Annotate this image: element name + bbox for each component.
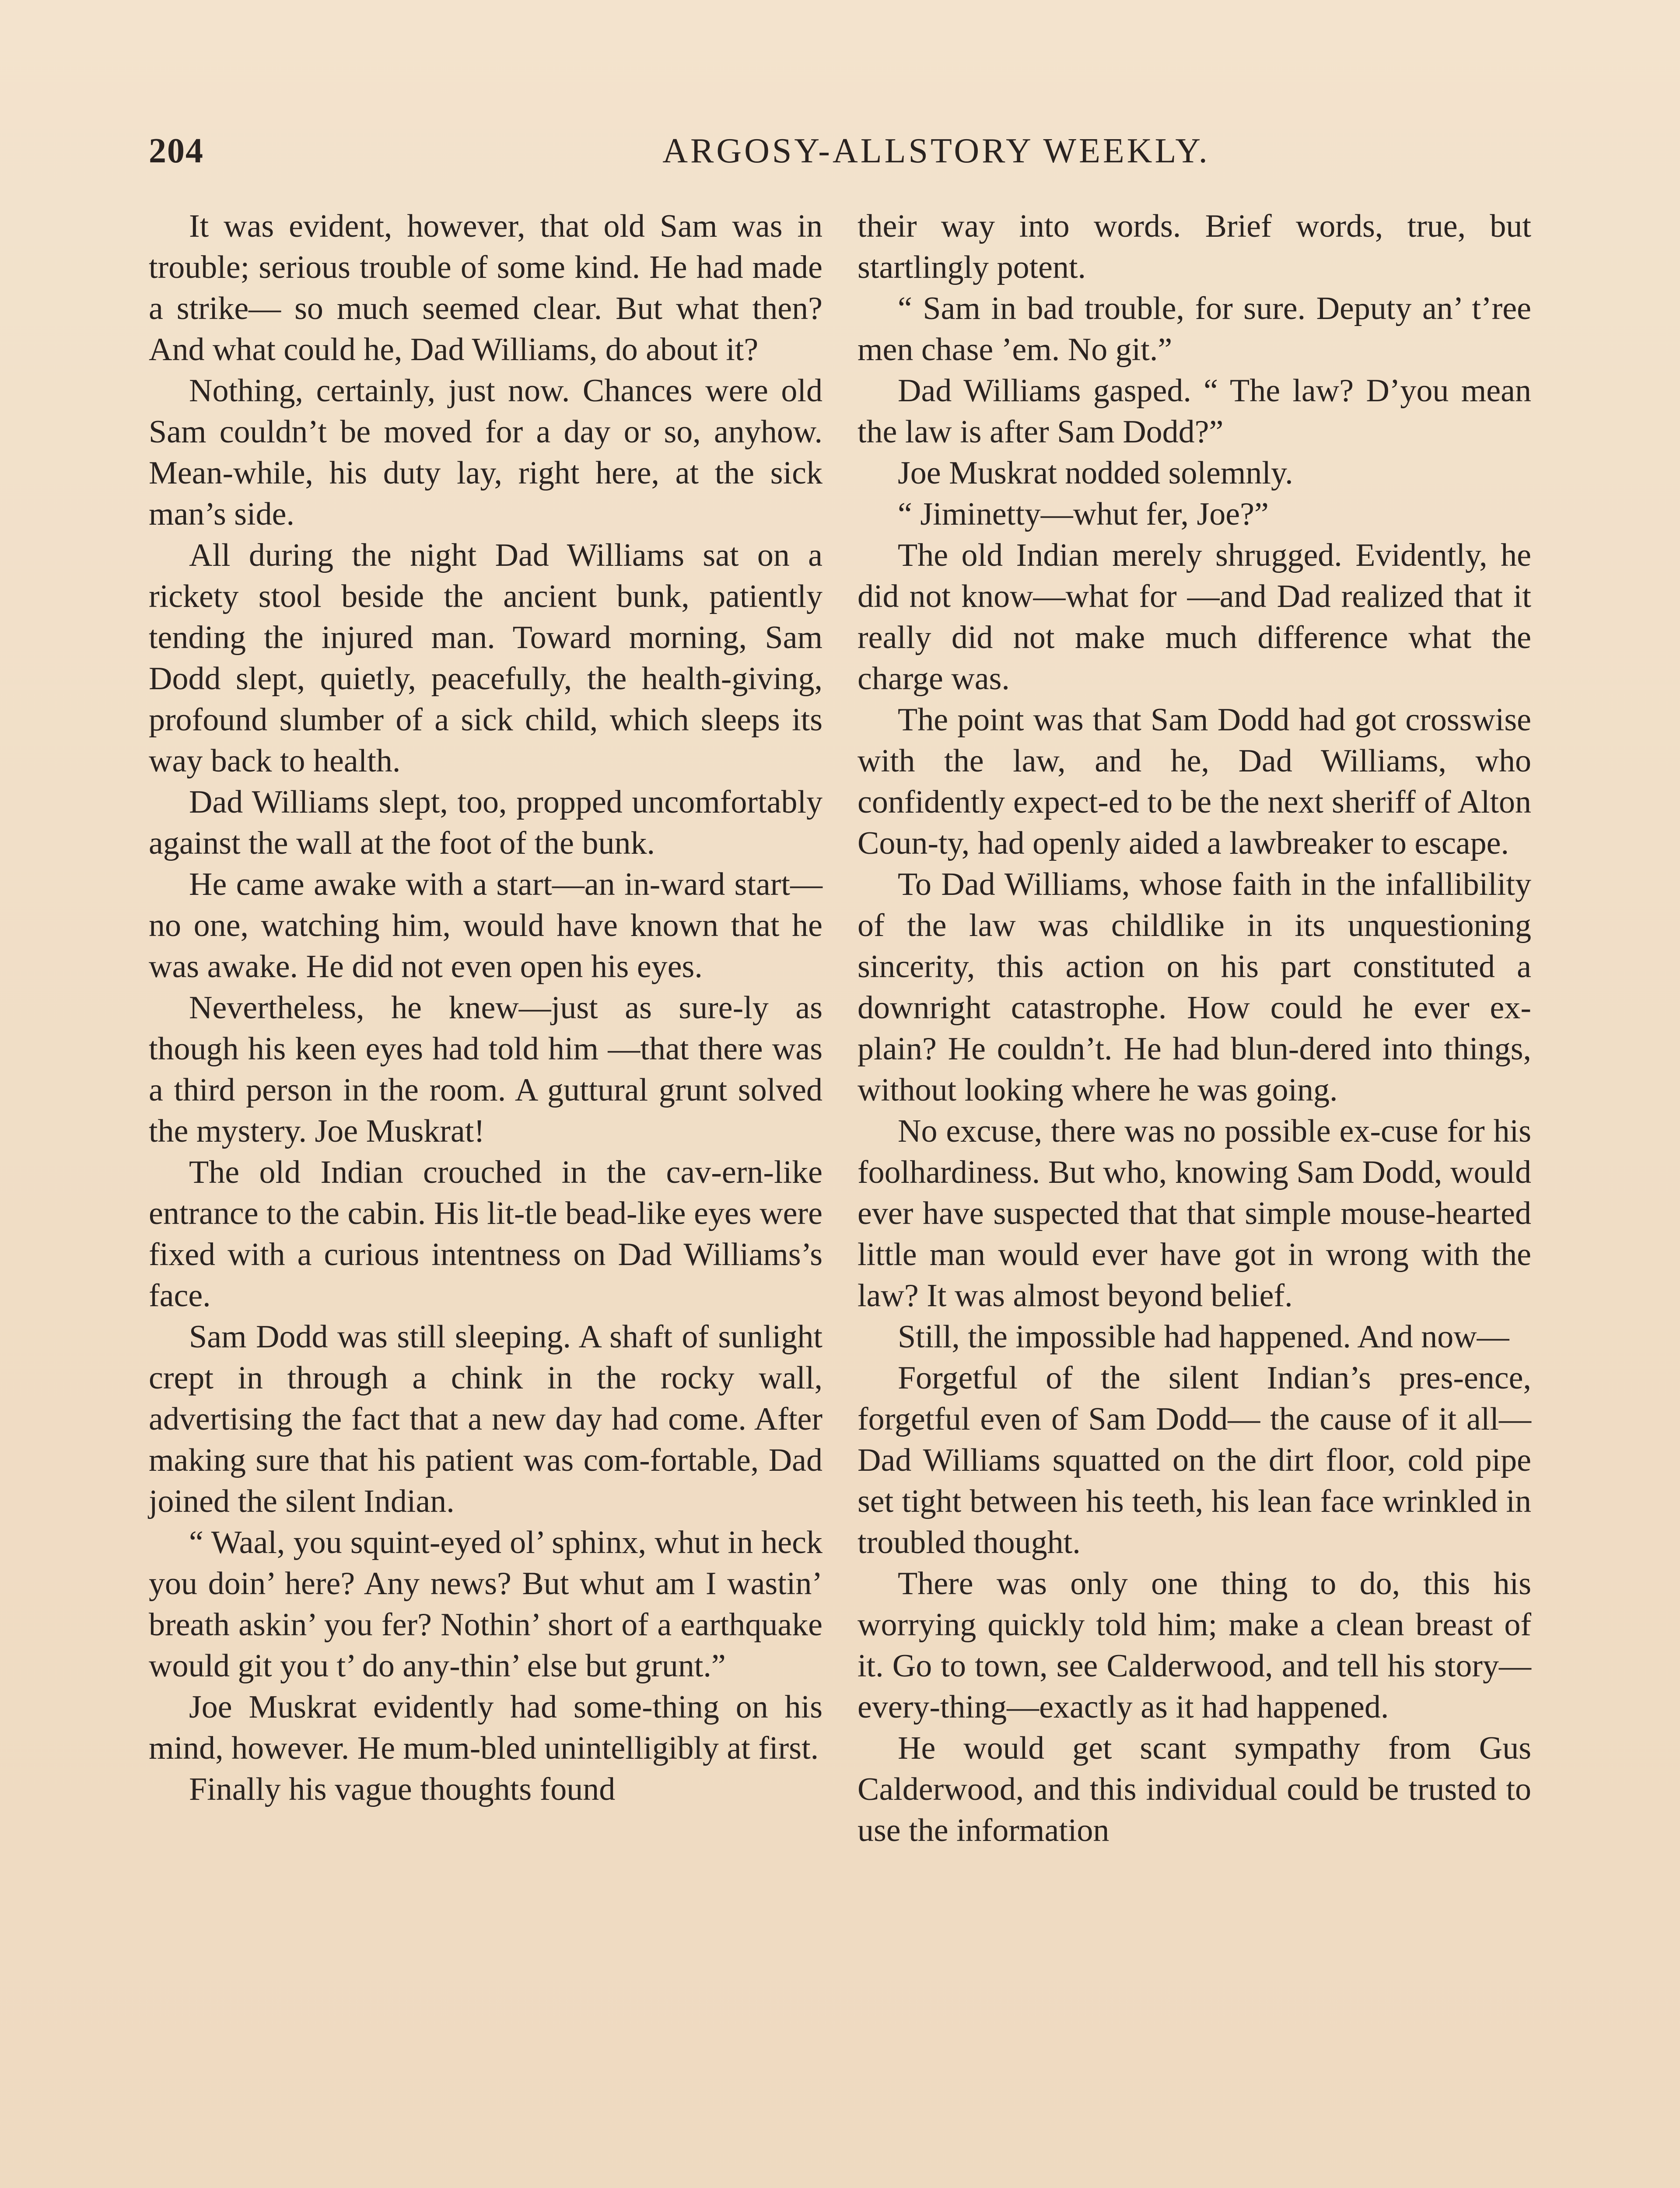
paragraph: No excuse, there was no possible ex-cuse for his foolhardiness. But who, knowing Sam Dodd, would ever have suspected that that simple mouse-hearted little man would ever have got in wrong with the law? It was almost beyond belief. <box>858 1113 1531 1314</box>
paragraph: There was only one thing to do, this his worrying quickly told him; make a clean breast of it. Go to town, see Calderwood, and tell his story—every-thing—exactly as it had happened. <box>858 1566 1531 1725</box>
paragraph: Joe Muskrat evidently had some-thing on his mind, however. He mum-bled unintelligibly at first. <box>149 1689 822 1766</box>
paragraph: Joe Muskrat nodded solemnly. <box>898 455 1293 491</box>
paragraph: “ Sam in bad trouble, for sure. Deputy an’ t’ree men chase ’em. No git.” <box>858 291 1531 368</box>
paragraph: Dad Williams gasped. “ The law? D’you mean the law is after Sam Dodd?” <box>858 373 1531 450</box>
paragraph: Dad Williams slept, too, propped uncomfortably against the wall at the foot of the bunk. <box>149 784 822 861</box>
paragraph: The old Indian crouched in the cav-ern-like entrance to the cabin. His lit-tle bead-like eyes were fixed with a curious intentness on Dad Williams’s face. <box>149 1154 822 1314</box>
paragraph: Forgetful of the silent Indian’s pres-ence, forgetful even of Sam Dodd— the cause of it all—Dad Williams squatted on the dirt floor, cold pipe set tight between his teeth, his lean face wrinkled in troubled thought. <box>858 1360 1531 1560</box>
paragraph: The point was that Sam Dodd had got crosswise with the law, and he, Dad Williams, who confidently expect-ed to be the next sheriff of Alton Coun-ty, had openly aided a lawbreaker to escape. <box>858 702 1531 861</box>
paragraph: The old Indian merely shrugged. Evidently, he did not know—what for —and Dad realized that it really did not make much difference what the charge was. <box>858 537 1531 697</box>
paragraph: Still, the impossible had happened. And now— <box>898 1319 1509 1355</box>
paragraph: All during the night Dad Williams sat on a rickety stool beside the ancient bunk, patiently tending the injured man. Toward morning, Sam Dodd slept, quietly, peacefully, the health-giving, profound slumber of a sick child, which sleeps its way back to health. <box>149 537 822 779</box>
paragraph: He would get scant sympathy from Gus Calderwood, and this individual could be trusted to use the information <box>858 1730 1531 1848</box>
left-column <box>149 206 822 1810</box>
paragraph: He came awake with a start—an in-ward start—no one, watching him, would have known that he was awake. He did not even open his eyes. <box>149 866 822 985</box>
page-number: 204 <box>149 132 204 170</box>
paragraph: Sam Dodd was still sleeping. A shaft of sunlight crept in through a chink in the rocky wall, advertising the fact that a new day had come. After making sure that his patient was com-fortable, Dad joined the silent Indian. <box>149 1319 822 1519</box>
paragraph: “ Waal, you squint-eyed ol’ sphinx, whut in heck you doin’ here? Any news? But whut am I wastin’ breath askin’ you fer? Nothin’ short of a earthquake would git you t’ do any-thin’ else but grunt.” <box>149 1525 822 1684</box>
paragraph-continuation: their way into words. Brief words, true, but startlingly potent. <box>858 208 1531 285</box>
paragraph: Finally his vague thoughts found <box>189 1771 616 1807</box>
running-head-title: ARGOSY-ALLSTORY WEEKLY. <box>662 132 1210 170</box>
paragraph: It was evident, however, that old Sam was in trouble; serious trouble of some kind. He had made a strike— so much seemed clear. But what then? And what could he, Dad Williams, do about it? <box>149 208 822 368</box>
paragraph: “ Jiminetty—whut fer, Joe?” <box>898 496 1269 532</box>
paragraph: Nevertheless, he knew—just as sure-ly as though his keen eyes had told him —that there was a third person in the room. A guttural grunt solved the mystery. Joe Muskrat! <box>149 990 822 1149</box>
page-header <box>149 131 1531 184</box>
paragraph: Nothing, certainly, just now. Chances were old Sam couldn’t be moved for a day or so, anyhow. Mean-while, his duty lay, right here, at the sick man’s side. <box>149 373 822 532</box>
right-column <box>858 206 1531 1851</box>
paragraph: To Dad Williams, whose faith in the infallibility of the law was childlike in its unquestioning sincerity, this action on his part constituted a downright catastrophe. How could he ever ex-plain? He couldn’t. He had blun-dered into things, without looking where he was going. <box>858 866 1531 1108</box>
